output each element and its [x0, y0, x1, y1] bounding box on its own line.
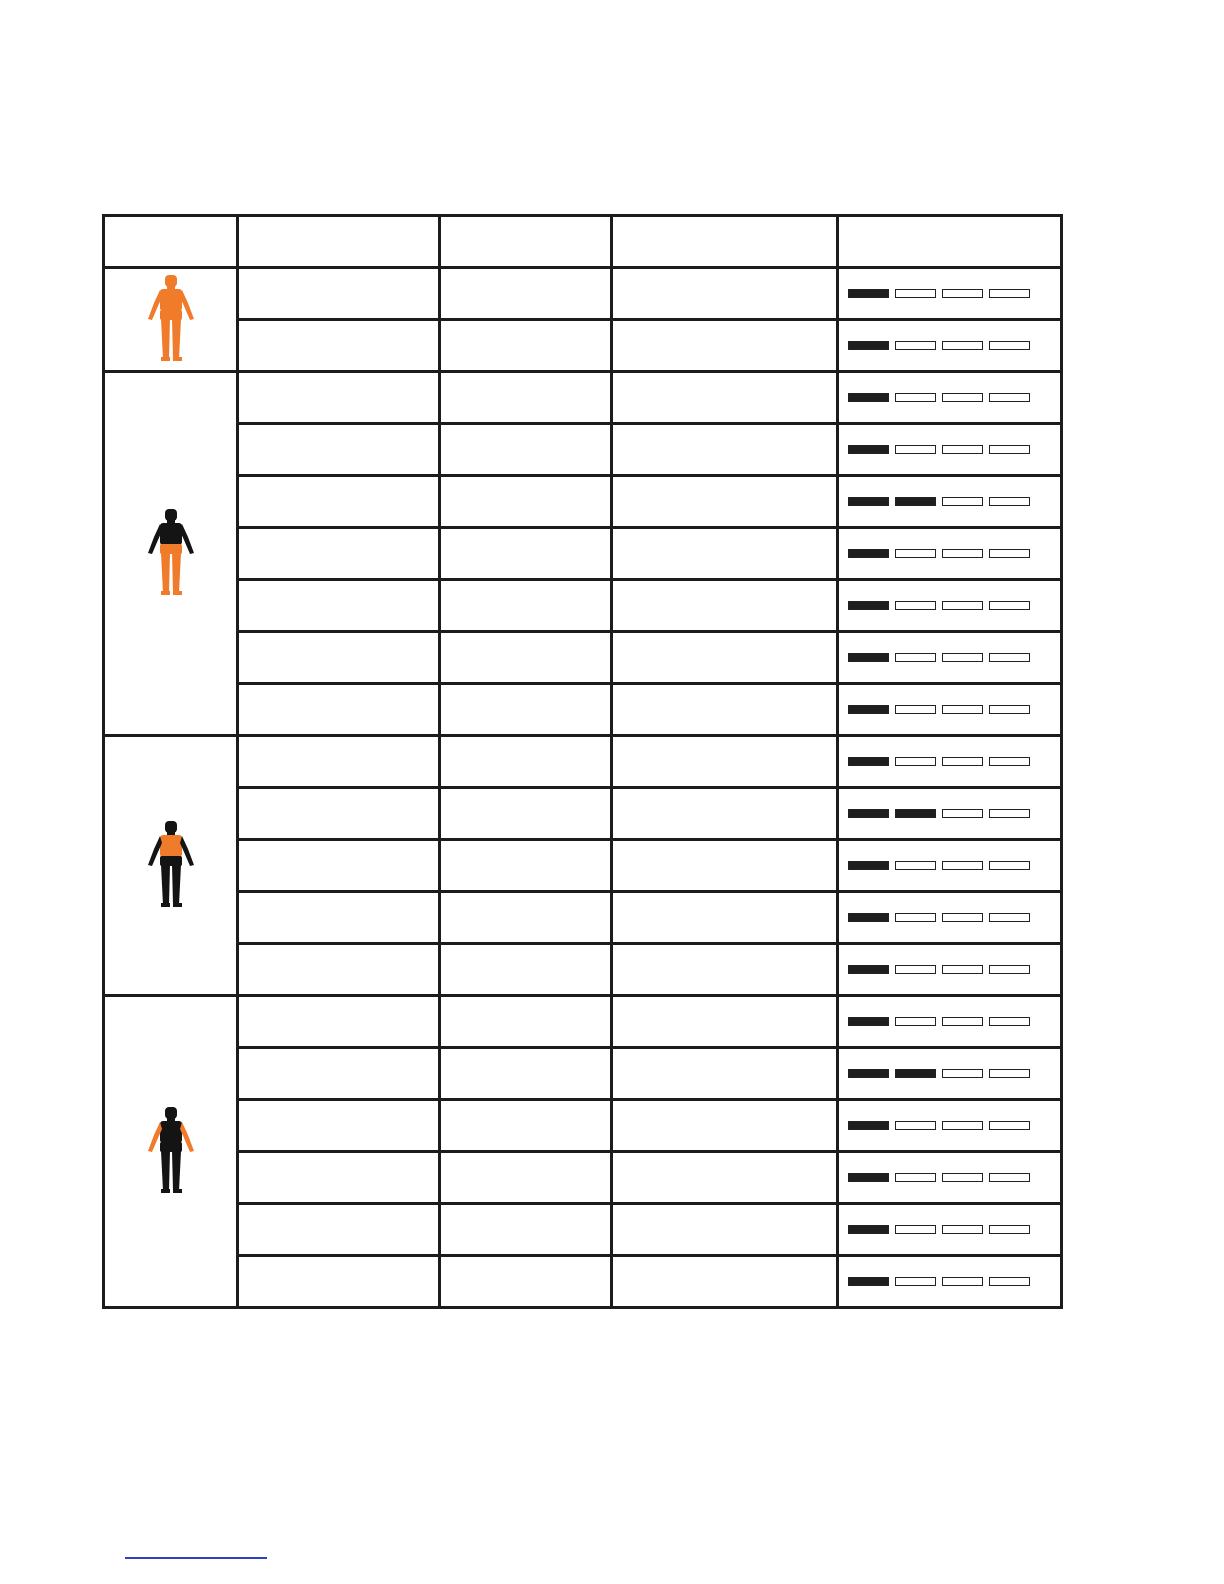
level-segment-empty — [895, 705, 936, 714]
level-indicator — [839, 549, 1060, 558]
level-indicator — [839, 289, 1060, 298]
table-cell — [440, 1256, 612, 1308]
table-cell — [238, 320, 440, 372]
table-row — [104, 996, 1062, 1048]
table-row — [104, 1152, 1062, 1204]
level-segment-filled — [848, 861, 889, 870]
level-segment-empty — [942, 705, 983, 714]
level-segment-empty — [942, 913, 983, 922]
level-indicator — [839, 341, 1060, 350]
level-segment-empty — [895, 653, 936, 662]
level-cell — [838, 1048, 1062, 1100]
level-segment-empty — [942, 1173, 983, 1182]
table-row — [104, 476, 1062, 528]
level-segment-filled — [848, 809, 889, 818]
level-segment-filled — [848, 601, 889, 610]
table-cell — [440, 580, 612, 632]
table-cell — [440, 528, 612, 580]
level-indicator — [839, 601, 1060, 610]
table-cell — [440, 996, 612, 1048]
level-segment-empty — [942, 497, 983, 506]
level-segment-empty — [989, 341, 1030, 350]
level-segment-filled — [848, 341, 889, 350]
table-cell — [612, 632, 838, 684]
level-segment-empty — [895, 289, 936, 298]
table-header-row — [104, 216, 1062, 268]
level-indicator — [839, 861, 1060, 870]
table-row — [104, 580, 1062, 632]
table-cell — [440, 1100, 612, 1152]
table-row — [104, 372, 1062, 424]
level-segment-empty — [989, 393, 1030, 402]
table-cell — [612, 528, 838, 580]
level-segment-empty — [989, 1225, 1030, 1234]
table-cell — [238, 268, 440, 320]
table-row — [104, 424, 1062, 476]
table-cell — [238, 1256, 440, 1308]
level-segment-empty — [895, 913, 936, 922]
level-cell — [838, 892, 1062, 944]
table-cell — [612, 684, 838, 736]
level-cell — [838, 1152, 1062, 1204]
level-segment-filled — [848, 705, 889, 714]
level-segment-empty — [942, 289, 983, 298]
table-cell — [440, 1152, 612, 1204]
level-segment-empty — [942, 445, 983, 454]
level-segment-filled — [848, 1225, 889, 1234]
table-cell — [612, 476, 838, 528]
level-cell — [838, 424, 1062, 476]
table-cell — [612, 1204, 838, 1256]
level-segment-empty — [989, 1069, 1030, 1078]
level-segment-empty — [942, 1225, 983, 1234]
level-segment-empty — [895, 341, 936, 350]
level-segment-empty — [989, 1173, 1030, 1182]
level-indicator — [839, 913, 1060, 922]
footnote-rule — [125, 1557, 267, 1559]
table-cell — [440, 476, 612, 528]
table-cell — [238, 892, 440, 944]
figure-cell — [104, 736, 238, 996]
level-indicator — [839, 757, 1060, 766]
level-segment-empty — [989, 913, 1030, 922]
table-cell — [238, 996, 440, 1048]
level-segment-empty — [942, 861, 983, 870]
level-segment-empty — [895, 601, 936, 610]
level-segment-empty — [895, 393, 936, 402]
level-segment-filled — [848, 965, 889, 974]
table-cell — [238, 788, 440, 840]
table-cell — [612, 788, 838, 840]
table-row — [104, 268, 1062, 320]
level-cell — [838, 1256, 1062, 1308]
table-row — [104, 840, 1062, 892]
table-cell — [612, 1100, 838, 1152]
exercise-table — [102, 214, 1063, 1309]
level-cell — [838, 320, 1062, 372]
table-cell — [612, 372, 838, 424]
level-segment-filled — [848, 549, 889, 558]
level-cell — [838, 372, 1062, 424]
table-cell — [238, 1152, 440, 1204]
level-segment-filled — [848, 1277, 889, 1286]
table-cell — [238, 840, 440, 892]
lower-body-figure-icon — [141, 584, 201, 600]
table-cell — [440, 320, 612, 372]
level-indicator — [839, 445, 1060, 454]
level-segment-filled — [848, 289, 889, 298]
level-segment-empty — [989, 861, 1030, 870]
table-row — [104, 736, 1062, 788]
level-segment-empty — [942, 601, 983, 610]
table-cell — [440, 944, 612, 996]
level-segment-filled — [848, 757, 889, 766]
header-cell — [838, 216, 1062, 268]
level-indicator — [839, 497, 1060, 506]
table-cell — [612, 580, 838, 632]
level-segment-empty — [895, 757, 936, 766]
header-cell — [440, 216, 612, 268]
level-segment-filled — [848, 1121, 889, 1130]
table-row — [104, 528, 1062, 580]
table-cell — [612, 840, 838, 892]
level-indicator — [839, 965, 1060, 974]
level-segment-empty — [895, 1173, 936, 1182]
table-cell — [440, 268, 612, 320]
level-segment-empty — [895, 549, 936, 558]
table-row — [104, 944, 1062, 996]
table-cell — [440, 632, 612, 684]
table-cell — [238, 1100, 440, 1152]
table-cell — [612, 892, 838, 944]
table-cell — [440, 372, 612, 424]
level-segment-empty — [989, 809, 1030, 818]
table-row — [104, 1256, 1062, 1308]
level-segment-empty — [989, 705, 1030, 714]
level-segment-empty — [989, 757, 1030, 766]
full-body-figure-icon — [141, 350, 201, 366]
level-indicator — [839, 705, 1060, 714]
header-cell — [612, 216, 838, 268]
level-indicator — [839, 1069, 1060, 1078]
level-segment-empty — [942, 549, 983, 558]
level-segment-filled — [848, 653, 889, 662]
table-cell — [238, 1204, 440, 1256]
level-segment-empty — [989, 965, 1030, 974]
table-cell — [440, 424, 612, 476]
level-segment-empty — [942, 965, 983, 974]
table-row — [104, 632, 1062, 684]
level-segment-empty — [942, 1277, 983, 1286]
table-row — [104, 1204, 1062, 1256]
level-segment-empty — [895, 1277, 936, 1286]
level-segment-filled — [848, 1017, 889, 1026]
table-cell — [612, 944, 838, 996]
level-indicator — [839, 1277, 1060, 1286]
level-cell — [838, 528, 1062, 580]
level-indicator — [839, 653, 1060, 662]
level-cell — [838, 788, 1062, 840]
table-cell — [238, 528, 440, 580]
level-cell — [838, 684, 1062, 736]
level-indicator — [839, 1173, 1060, 1182]
level-cell — [838, 1204, 1062, 1256]
table-cell — [238, 476, 440, 528]
level-cell — [838, 944, 1062, 996]
level-indicator — [839, 1121, 1060, 1130]
table-row — [104, 1100, 1062, 1152]
level-cell — [838, 736, 1062, 788]
level-segment-empty — [895, 965, 936, 974]
table-cell — [238, 632, 440, 684]
level-segment-empty — [942, 1017, 983, 1026]
level-segment-filled — [848, 497, 889, 506]
table-row — [104, 788, 1062, 840]
table-cell — [238, 580, 440, 632]
level-segment-empty — [942, 1121, 983, 1130]
level-segment-empty — [895, 1225, 936, 1234]
table-row — [104, 892, 1062, 944]
table-cell — [238, 736, 440, 788]
level-segment-empty — [989, 653, 1030, 662]
table-cell — [440, 1048, 612, 1100]
table-cell — [238, 1048, 440, 1100]
torso-figure-icon — [141, 896, 201, 912]
level-cell — [838, 840, 1062, 892]
header-cell — [238, 216, 440, 268]
table-cell — [612, 424, 838, 476]
level-segment-empty — [942, 1069, 983, 1078]
level-segment-empty — [895, 445, 936, 454]
level-segment-filled — [848, 913, 889, 922]
table-cell — [440, 736, 612, 788]
level-segment-empty — [895, 1121, 936, 1130]
level-segment-empty — [989, 1277, 1030, 1286]
level-cell — [838, 632, 1062, 684]
table-cell — [440, 840, 612, 892]
table-cell — [612, 996, 838, 1048]
level-cell — [838, 996, 1062, 1048]
level-segment-filled — [895, 497, 936, 506]
level-segment-empty — [989, 445, 1030, 454]
level-cell — [838, 268, 1062, 320]
level-segment-empty — [942, 653, 983, 662]
level-segment-filled — [848, 445, 889, 454]
table-cell — [440, 684, 612, 736]
table-cell — [612, 1256, 838, 1308]
level-cell — [838, 1100, 1062, 1152]
level-segment-empty — [989, 1017, 1030, 1026]
level-segment-empty — [942, 393, 983, 402]
table-cell — [238, 944, 440, 996]
level-segment-empty — [895, 1017, 936, 1026]
level-cell — [838, 476, 1062, 528]
table-cell — [440, 788, 612, 840]
level-cell — [838, 580, 1062, 632]
table-cell — [612, 1048, 838, 1100]
level-segment-filled — [848, 1173, 889, 1182]
table-cell — [238, 424, 440, 476]
level-segment-empty — [989, 497, 1030, 506]
level-segment-empty — [942, 809, 983, 818]
table-row — [104, 684, 1062, 736]
level-segment-empty — [989, 601, 1030, 610]
level-indicator — [839, 393, 1060, 402]
table-row — [104, 1048, 1062, 1100]
table-cell — [612, 1152, 838, 1204]
level-segment-empty — [989, 549, 1030, 558]
level-segment-filled — [848, 393, 889, 402]
level-segment-empty — [895, 861, 936, 870]
figure-cell — [104, 268, 238, 372]
level-segment-filled — [848, 1069, 889, 1078]
arms-figure-icon — [141, 1182, 201, 1198]
level-indicator — [839, 1017, 1060, 1026]
figure-cell — [104, 372, 238, 736]
level-segment-empty — [989, 1121, 1030, 1130]
table-row — [104, 320, 1062, 372]
table-cell — [238, 684, 440, 736]
table-cell — [440, 892, 612, 944]
table-cell — [612, 320, 838, 372]
level-segment-empty — [942, 341, 983, 350]
table-cell — [612, 736, 838, 788]
table-cell — [612, 268, 838, 320]
level-segment-filled — [895, 1069, 936, 1078]
header-cell — [104, 216, 238, 268]
figure-cell — [104, 996, 238, 1308]
table-cell — [238, 372, 440, 424]
level-indicator — [839, 809, 1060, 818]
level-indicator — [839, 1225, 1060, 1234]
level-segment-empty — [989, 289, 1030, 298]
table-cell — [440, 1204, 612, 1256]
level-segment-empty — [942, 757, 983, 766]
level-segment-filled — [895, 809, 936, 818]
